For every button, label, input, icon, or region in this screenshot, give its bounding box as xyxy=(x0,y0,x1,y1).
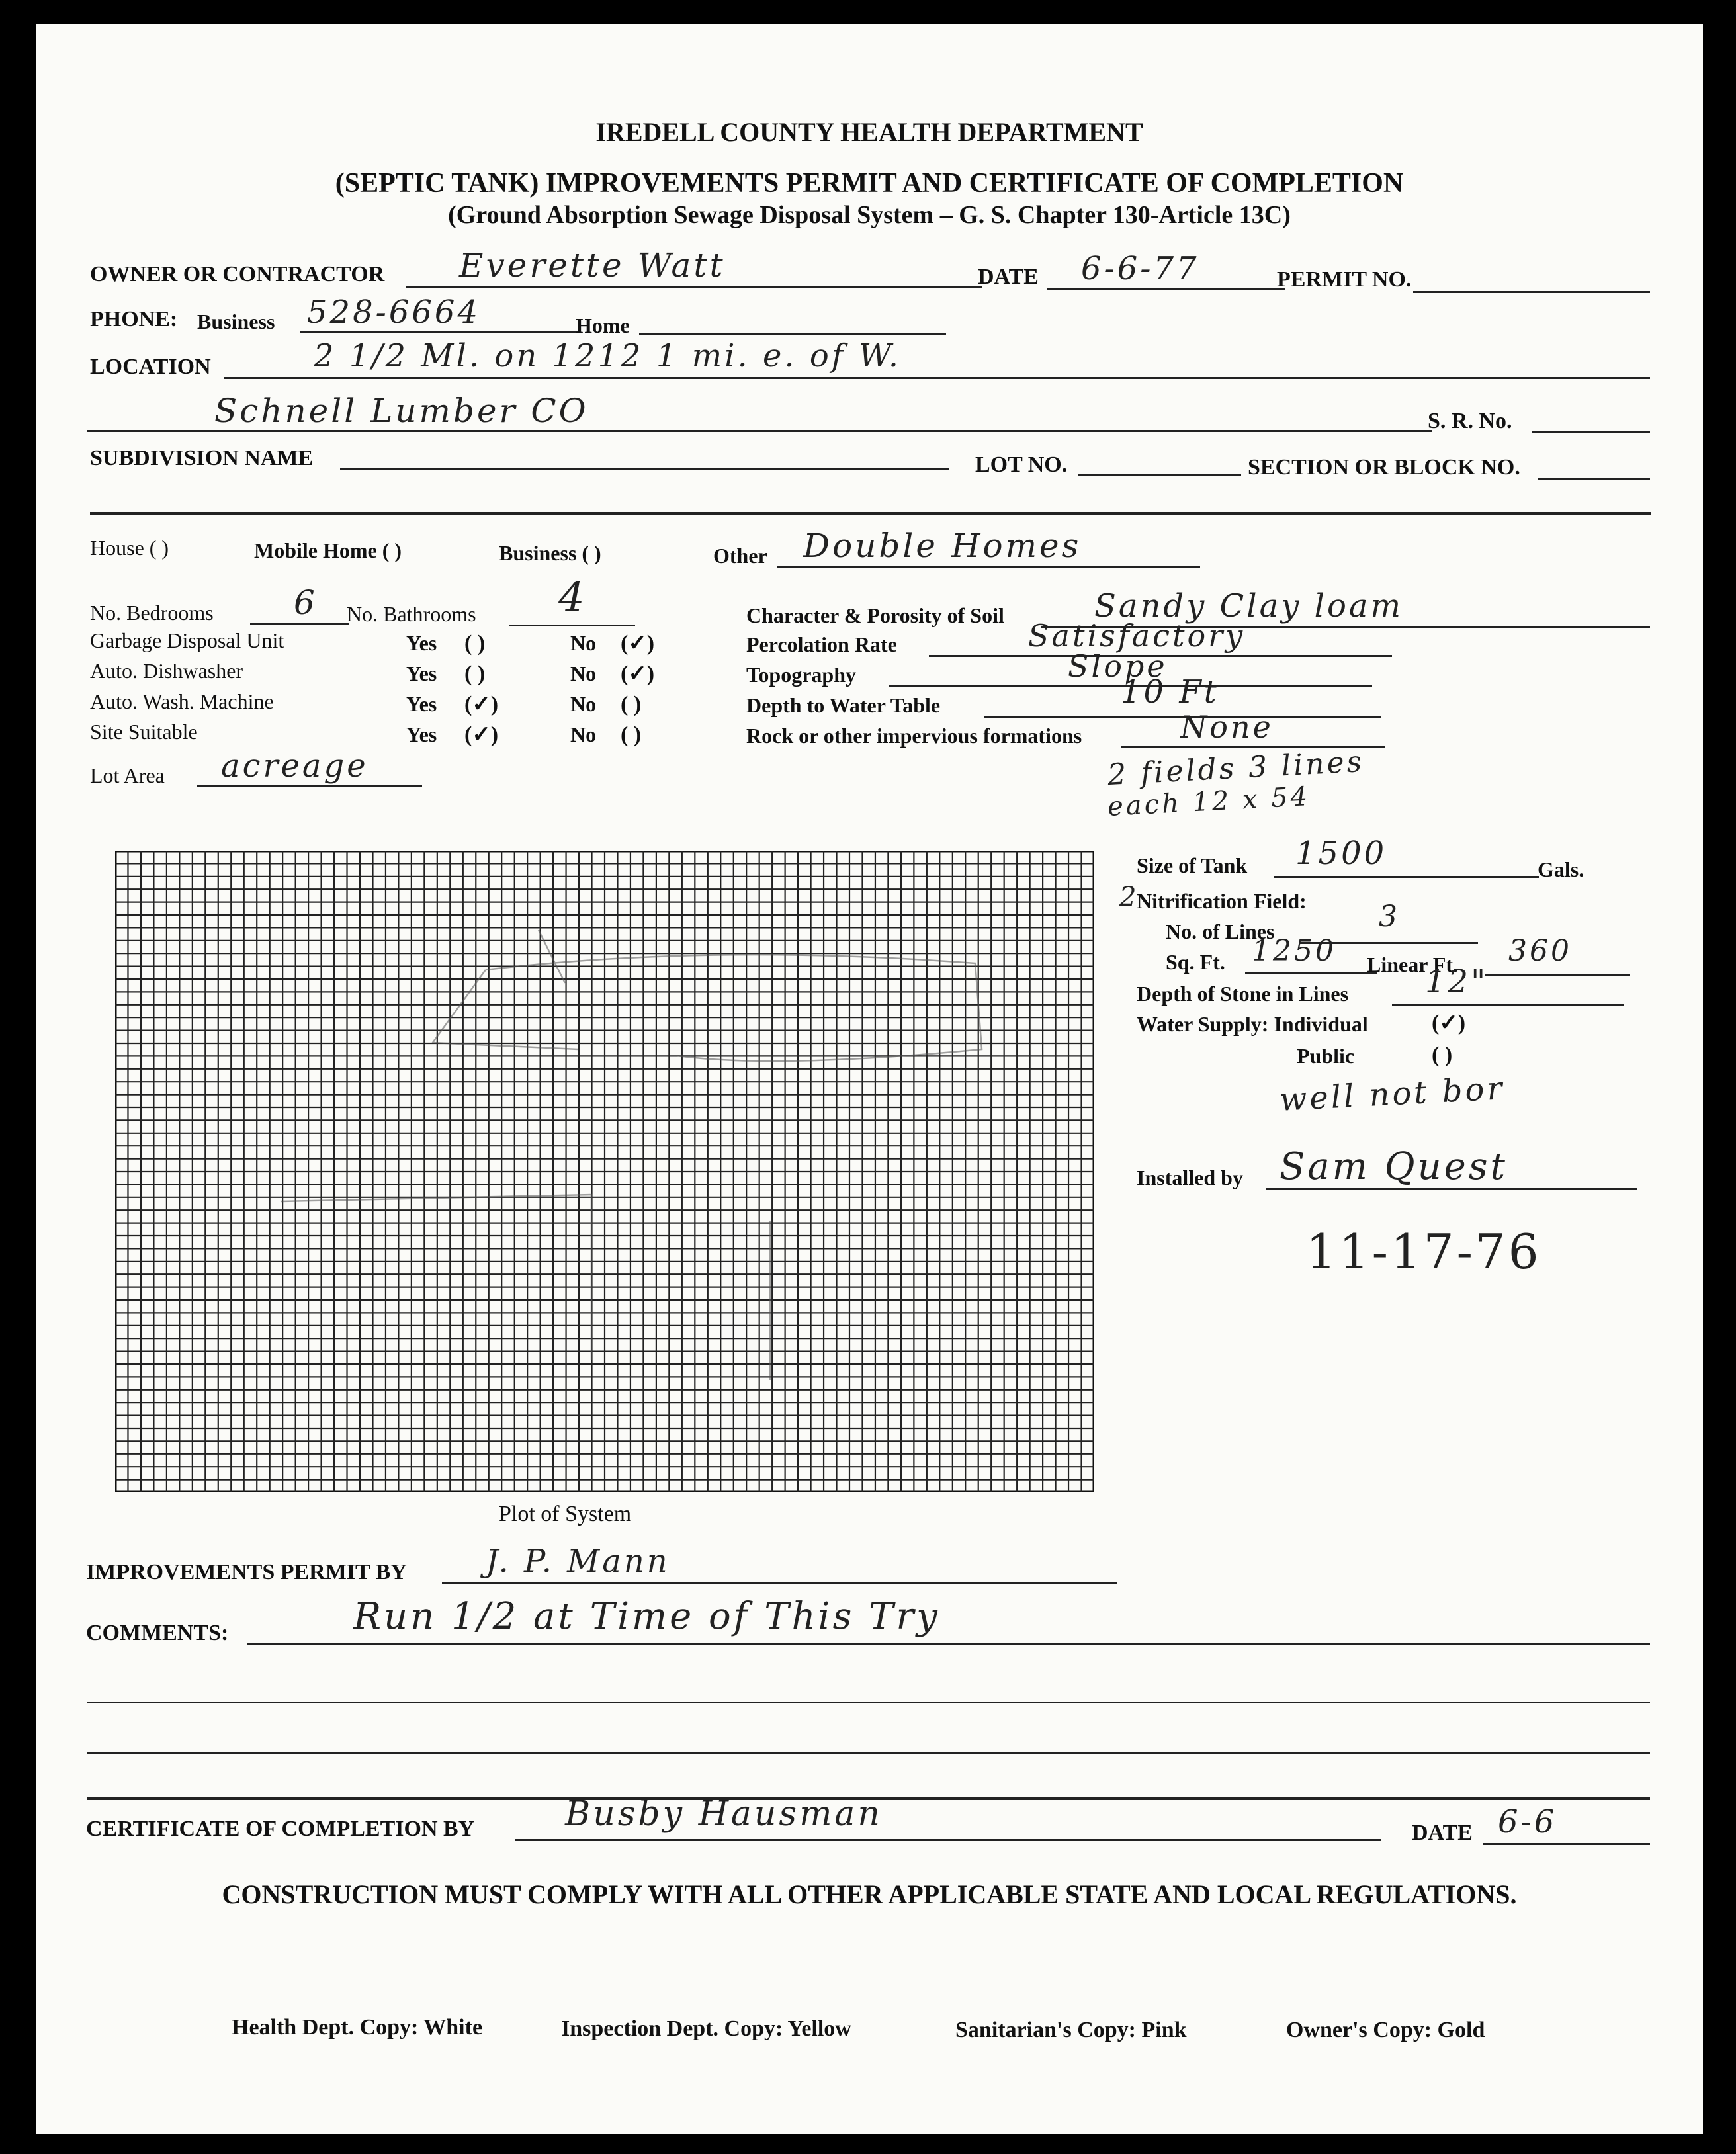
appliance-label: Auto. Wash. Machine xyxy=(90,689,274,713)
soil-label: Depth to Water Table xyxy=(746,693,941,717)
permit-by-label: IMPROVEMENTS PERMIT BY xyxy=(86,1560,407,1584)
copy-distribution: Health Dept. Copy: White xyxy=(232,2015,483,2040)
appliance-no-mark: ( ) xyxy=(621,722,642,747)
appliance-label: Auto. Dishwasher xyxy=(90,659,243,683)
permit-no-line xyxy=(1413,291,1650,293)
gallons-label: Gals. xyxy=(1538,857,1584,881)
section-label: SECTION OR BLOCK NO. xyxy=(1248,455,1520,480)
comments-line-1 xyxy=(247,1643,1650,1645)
location-label: LOCATION xyxy=(90,355,211,379)
field-note: 2 fields 3 lines xyxy=(1106,744,1366,793)
field-note: each 12 x 54 xyxy=(1107,781,1311,822)
certificate-date-value: 6-6 xyxy=(1498,1803,1557,1840)
tank-size-value: 1500 xyxy=(1295,835,1387,872)
stone-depth-value: 12" xyxy=(1425,963,1489,1000)
linear-ft-value: 360 xyxy=(1508,934,1572,968)
permit-form xyxy=(36,24,1703,2134)
location-line-1 xyxy=(224,377,1650,379)
appliance-yes: Yes xyxy=(406,631,437,655)
form-title: (SEPTIC TANK) IMPROVEMENTS PERMIT AND CERTIFICATE OF COMPLETION xyxy=(335,168,1404,198)
subdivision-line xyxy=(340,468,949,470)
appliance-no: No xyxy=(570,662,597,685)
soil-label: Percolation Rate xyxy=(746,632,897,656)
other-value: Double Homes xyxy=(803,527,1082,565)
comments-value: Run 1/2 at Time of This Try xyxy=(353,1595,940,1638)
appliance-no-mark: (✓) xyxy=(621,662,655,686)
date-line xyxy=(1047,288,1285,290)
business-phone-line xyxy=(300,331,578,333)
certificate-date-line xyxy=(1483,1843,1650,1845)
appliance-yes-mark: (✓) xyxy=(464,692,499,716)
soil-value: Satisfactory xyxy=(1028,618,1246,654)
appliance-yes: Yes xyxy=(406,662,437,685)
phone-label: PHONE: xyxy=(90,307,178,331)
certificate-line xyxy=(515,1839,1381,1841)
location-line-2 xyxy=(87,430,1432,432)
comments-line-3 xyxy=(87,1752,1650,1754)
copy-distribution: Owner's Copy: Gold xyxy=(1286,2018,1485,2042)
soil-value: None xyxy=(1180,709,1274,745)
copy-distribution: Sanitarian's Copy: Pink xyxy=(955,2018,1187,2042)
mobile-home-option: Mobile Home ( ) xyxy=(254,538,402,562)
business-option: Business ( ) xyxy=(499,541,601,565)
soil-value: 10 Ft xyxy=(1121,673,1219,711)
appliance-label: Garbage Disposal Unit xyxy=(90,628,284,652)
house-option: House ( ) xyxy=(90,536,169,560)
water-supply-label: Water Supply: Individual xyxy=(1137,1012,1368,1036)
business-phone-label: Business xyxy=(197,310,275,333)
bathrooms-line xyxy=(509,625,635,626)
lot-area-line xyxy=(197,785,422,787)
section-line xyxy=(1538,478,1650,480)
department-title: IREDELL COUNTY HEALTH DEPARTMENT xyxy=(595,117,1143,147)
installed-by-line xyxy=(1266,1188,1637,1190)
appliance-yes: Yes xyxy=(406,692,437,716)
appliance-yes-mark: ( ) xyxy=(464,631,486,656)
plot-caption: Plot of System xyxy=(499,1502,632,1526)
appliance-no: No xyxy=(570,692,597,716)
appliance-no-mark: (✓) xyxy=(621,631,655,656)
other-line xyxy=(777,566,1200,568)
sqft-value: 1250 xyxy=(1252,934,1336,968)
business-phone-value: 528-6664 xyxy=(307,294,480,331)
linear-ft-line xyxy=(1485,974,1630,976)
nitrification-label: Nitrification Field: xyxy=(1137,889,1307,913)
comments-line-2 xyxy=(87,1702,1650,1703)
divider-top xyxy=(90,512,1651,515)
installed-by-value: Sam Quest xyxy=(1280,1145,1508,1188)
subdivision-label: SUBDIVISION NAME xyxy=(90,446,314,470)
installed-by-label: Installed by xyxy=(1137,1166,1243,1189)
date-value: 6-6-77 xyxy=(1081,250,1199,287)
lines-value: 3 xyxy=(1379,900,1400,933)
lot-no-line xyxy=(1078,474,1241,476)
sqft-line xyxy=(1245,972,1377,974)
soil-label: Topography xyxy=(746,663,856,687)
field-count: 2 xyxy=(1119,882,1139,912)
home-phone-label: Home xyxy=(576,314,630,337)
bathrooms-label: No. Bathrooms xyxy=(347,602,476,626)
lines-label: No. of Lines xyxy=(1166,920,1275,943)
owner-label: OWNER OR CONTRACTOR xyxy=(90,262,385,286)
soil-value: Slope xyxy=(1068,648,1168,684)
soil-label: Rock or other impervious formations xyxy=(746,724,1082,748)
comments-label: COMMENTS: xyxy=(86,1621,229,1645)
sr-no-label: S. R. No. xyxy=(1428,409,1512,433)
bedrooms-label: No. Bedrooms xyxy=(90,601,214,625)
form-subtitle: (Ground Absorption Sewage Disposal System – G. S. Chapter 130-Article 13C) xyxy=(448,201,1291,229)
permit-by-line xyxy=(442,1582,1117,1584)
water-individual-mark: (✓) xyxy=(1432,1011,1466,1035)
owner-value: Everette Watt xyxy=(459,246,726,284)
stone-depth-line xyxy=(1392,1004,1624,1006)
compliance-notice: CONSTRUCTION MUST COMPLY WITH ALL OTHER APPLICABLE STATE AND LOCAL REGULATIONS. xyxy=(222,1879,1517,1909)
sr-no-line xyxy=(1532,431,1650,433)
soil-value: Sandy Clay loam xyxy=(1094,587,1403,625)
location-value-1: 2 1/2 Ml. on 1212 1 mi. e. of W. xyxy=(314,337,902,374)
permit-no-label: PERMIT NO. xyxy=(1277,267,1412,292)
date-label: DATE xyxy=(978,265,1039,289)
tank-size-line xyxy=(1274,876,1539,878)
certificate-date-label: DATE xyxy=(1412,1821,1473,1845)
appliance-no-mark: ( ) xyxy=(621,692,642,716)
certificate-label: CERTIFICATE OF COMPLETION BY xyxy=(86,1817,475,1841)
public-mark: ( ) xyxy=(1432,1043,1453,1067)
water-note: well not bor xyxy=(1278,1070,1506,1119)
stone-depth-label: Depth of Stone in Lines xyxy=(1137,982,1349,1006)
location-value-2: Schnell Lumber CO xyxy=(214,392,589,430)
appliance-label: Site Suitable xyxy=(90,720,198,744)
soil-label: Character & Porosity of Soil xyxy=(746,603,1004,627)
lot-area-label: Lot Area xyxy=(90,763,165,787)
bedrooms-value: 6 xyxy=(294,583,318,622)
other-label: Other xyxy=(713,544,767,568)
appliance-no: No xyxy=(570,631,597,655)
lot-area-value: acreage xyxy=(221,748,369,785)
bedrooms-line xyxy=(250,623,349,625)
tank-size-label: Size of Tank xyxy=(1137,853,1248,877)
appliance-yes-mark: ( ) xyxy=(464,662,486,686)
copy-distribution: Inspection Dept. Copy: Yellow xyxy=(561,2016,851,2041)
appliance-yes: Yes xyxy=(406,722,437,746)
bathrooms-value: 4 xyxy=(558,573,587,621)
owner-line xyxy=(406,286,982,288)
appliance-no: No xyxy=(570,722,597,746)
linear-ft-label: Linear Ft. xyxy=(1367,953,1459,976)
permit-by-value: J. P. Mann xyxy=(486,1543,670,1580)
plot-grid xyxy=(115,851,1094,1492)
public-label: Public xyxy=(1297,1044,1355,1068)
sqft-label: Sq. Ft. xyxy=(1166,950,1225,974)
appliance-yes-mark: (✓) xyxy=(464,722,499,747)
certificate-value: Busby Hausman xyxy=(565,1794,883,1834)
lot-no-label: LOT NO. xyxy=(975,452,1068,477)
install-date: 11-17-76 xyxy=(1306,1224,1541,1279)
home-phone-line xyxy=(639,333,946,335)
